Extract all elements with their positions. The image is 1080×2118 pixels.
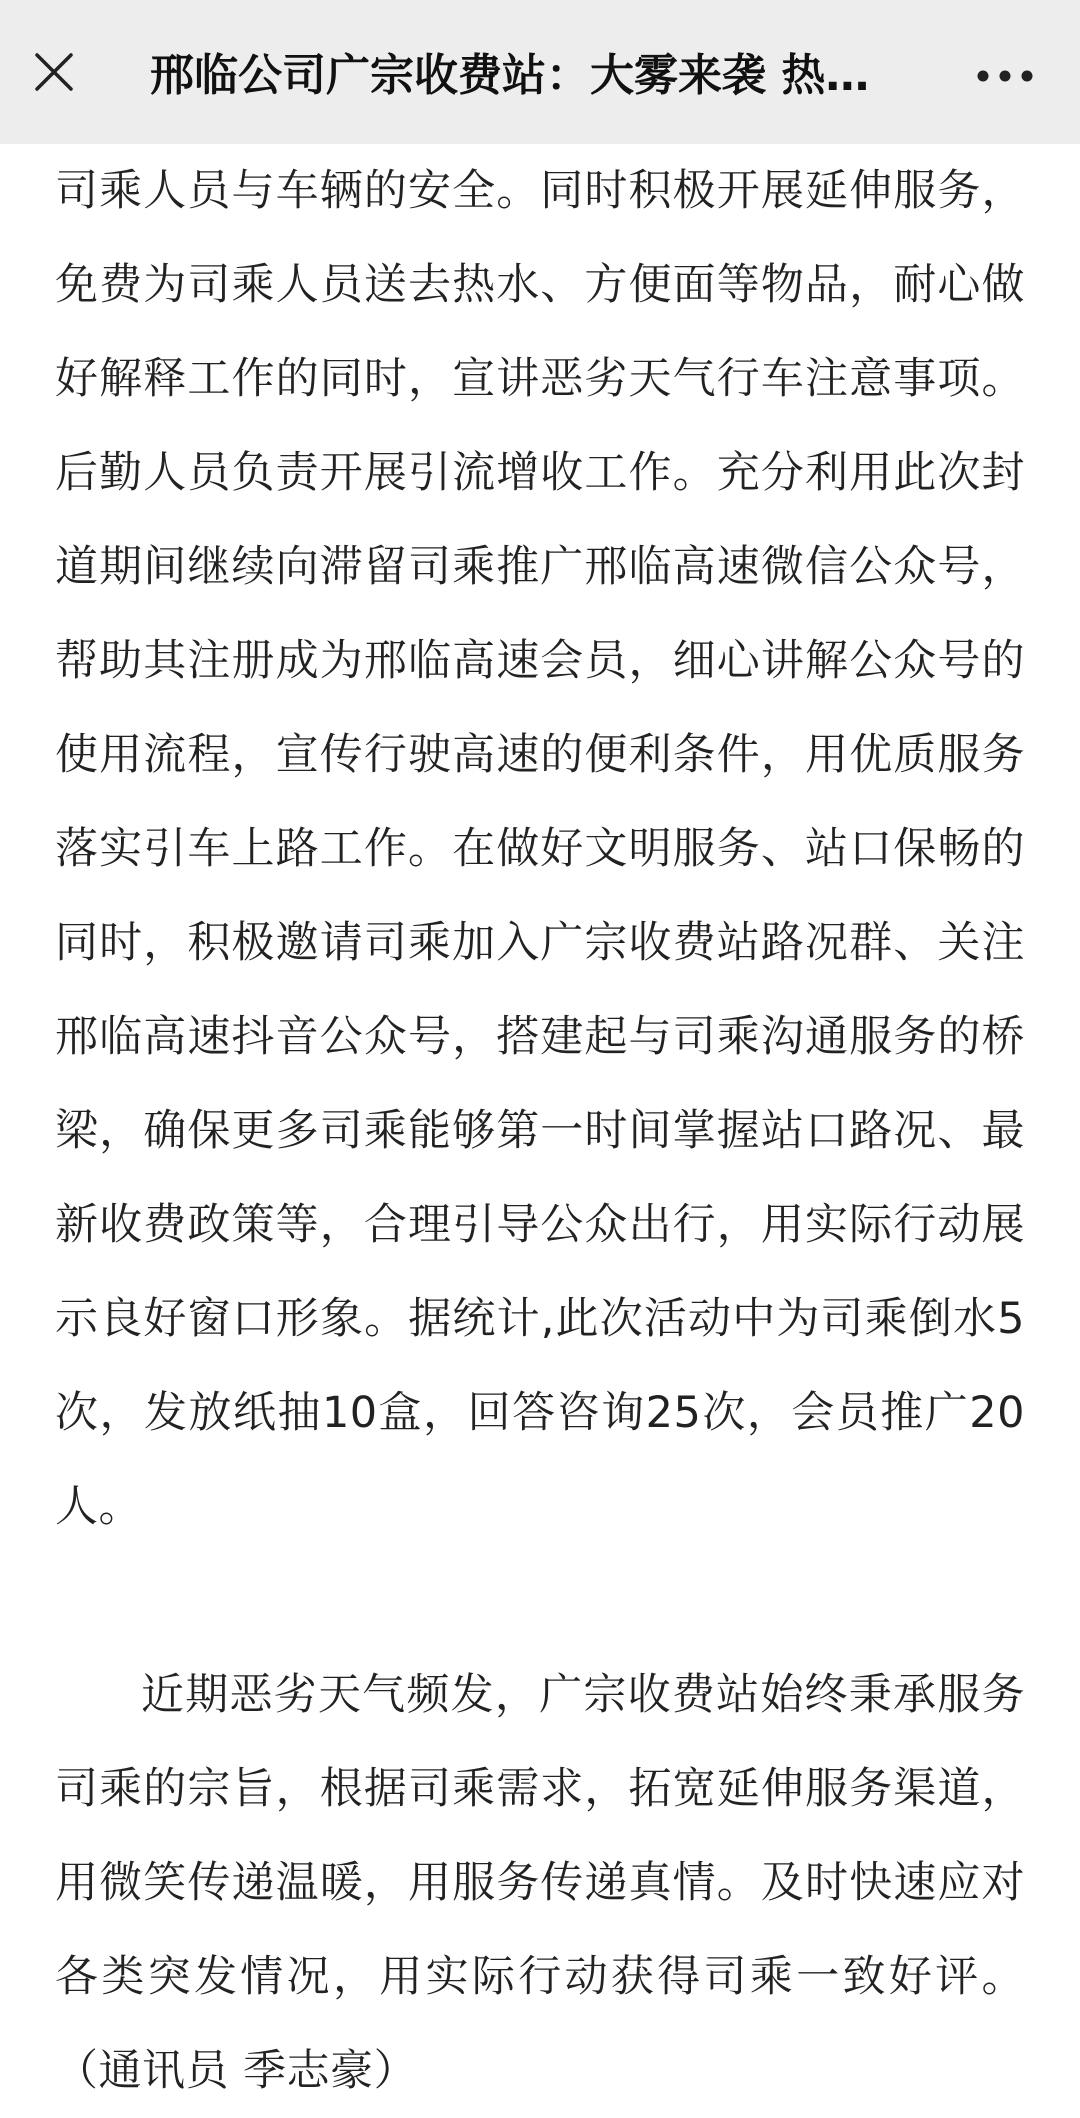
close-button[interactable] [22, 40, 86, 104]
article-paragraph-2: 近期恶劣天气频发，广宗收费站始终秉承服务司乘的宗旨，根据司乘需求，拓宽延伸服务渠道，用微笑传递温暖，用服务传递真情。及时快速应对各类突发情况，用实际行动获得司乘一致好评。（通讯员 季志豪） [55, 1670, 1025, 2096]
top-bar [0, 0, 1080, 144]
more-options-button[interactable] [960, 44, 1050, 108]
page-title: 邢临公司广宗收费站：大雾来袭 热… [150, 50, 870, 101]
paragraph-spacer [55, 1554, 1025, 1648]
close-icon [34, 52, 74, 92]
article-body [55, 144, 1025, 2118]
more-horizontal-icon [975, 68, 1035, 84]
article-paragraph-1: 司乘人员与车辆的安全。同时积极开展延伸服务，免费为司乘人员送去热水、方便面等物品，耐心做好解释工作的同时，宣讲恶劣天气行车注意事项。后勤人员负责开展引流增收工作。充分利用此次封道期间继续向滞留司乘推广邢临高速微信公众号，帮助其注册成为邢临高速会员，细心讲解公众号的使用流程，宣传行驶高速的便利条件，用优质服务落实引车上路工作。在做好文明服务、站口保畅的同时，积极邀请司乘加入广宗收费站路况群、关注邢临高速抖音公众号，搭建起与司乘沟通服务的桥梁，确保更多司乘能够第一时间掌握站口路况、最新收费政策等，合理引导公众出行，用实际行动展示良好窗口形象。据统计,此次活动中为司乘倒水5次，发放纸抽10盒，回答咨询25次，会员推广20人。 [55, 166, 1025, 1532]
